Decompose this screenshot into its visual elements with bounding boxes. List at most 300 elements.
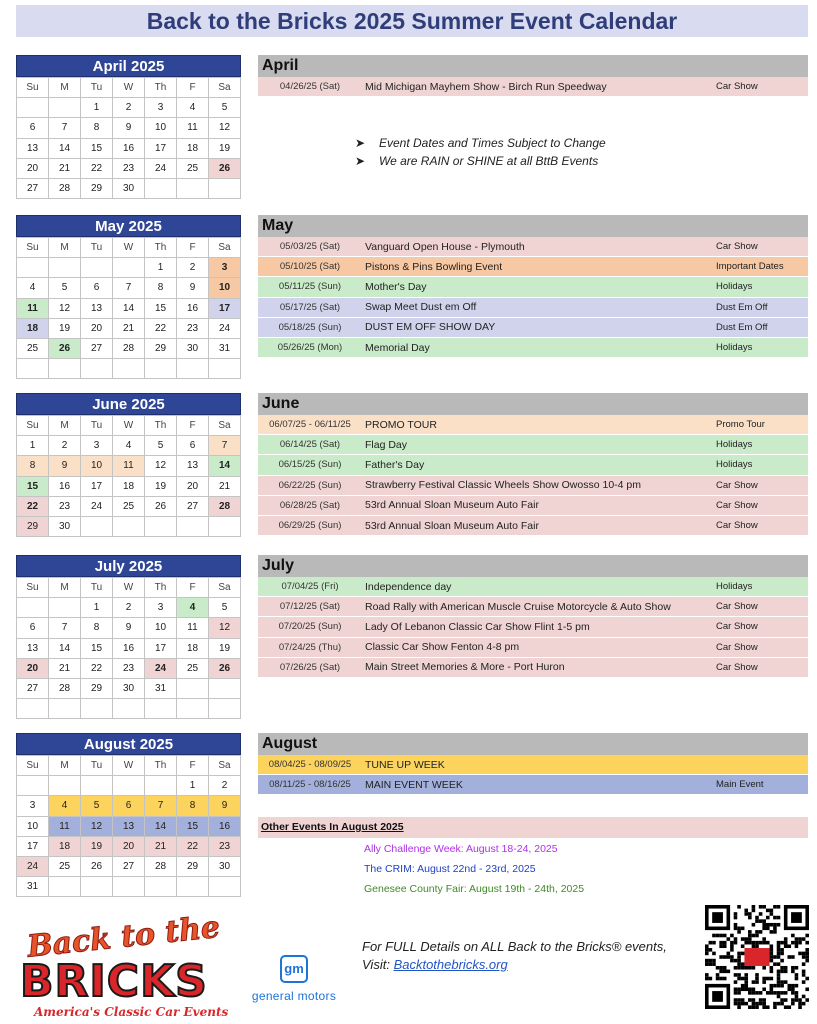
weekday-header: W bbox=[113, 238, 145, 258]
event-category: Car Show bbox=[716, 520, 758, 532]
calendar-day bbox=[81, 359, 113, 379]
calendar-day: 12 bbox=[81, 816, 113, 836]
calendar-day: 19 bbox=[209, 638, 241, 658]
calendar-day: 23 bbox=[113, 658, 145, 678]
event-row bbox=[258, 435, 808, 455]
weekday-header: F bbox=[177, 78, 209, 98]
calendar-day: 2 bbox=[177, 258, 209, 278]
event-category: Car Show bbox=[716, 81, 758, 93]
calendar-week bbox=[17, 658, 241, 678]
calendar-day bbox=[113, 258, 145, 278]
calendar-week bbox=[17, 699, 241, 719]
calendar-day: 8 bbox=[145, 278, 177, 298]
event-date: 06/07/25 - 06/11/25 bbox=[269, 419, 351, 431]
calendar-day bbox=[81, 877, 113, 897]
calendar-grid bbox=[16, 577, 241, 719]
weekday-header: Tu bbox=[81, 78, 113, 98]
calendar-day: 29 bbox=[177, 856, 209, 876]
calendar-day bbox=[145, 776, 177, 796]
calendar-day: 1 bbox=[81, 598, 113, 618]
calendar-day: 8 bbox=[177, 796, 209, 816]
event-category: Car Show bbox=[716, 241, 758, 253]
gm-text: general motors bbox=[251, 989, 337, 1003]
event-name: Classic Car Show Fenton 4-8 pm bbox=[365, 641, 520, 654]
calendar-day: 26 bbox=[81, 856, 113, 876]
event-name: Main Street Memories & More - Port Huron bbox=[365, 661, 565, 674]
calendar-day: 6 bbox=[113, 796, 145, 816]
event-category: Dust Em Off bbox=[716, 301, 768, 313]
weekday-header: Tu bbox=[81, 756, 113, 776]
event-date: 05/11/25 (Sun) bbox=[278, 281, 342, 293]
calendar-day: 30 bbox=[177, 338, 209, 358]
calendar-day: 11 bbox=[177, 118, 209, 138]
events-list bbox=[258, 215, 808, 358]
events-month-header: August bbox=[258, 733, 808, 755]
event-row bbox=[258, 496, 808, 516]
calendar-day: 12 bbox=[49, 298, 81, 318]
calendar-day: 19 bbox=[209, 138, 241, 158]
weekday-header: M bbox=[49, 78, 81, 98]
weekday-header: Sa bbox=[209, 416, 241, 436]
calendar-day: 25 bbox=[113, 496, 145, 516]
weekday-header: Th bbox=[145, 416, 177, 436]
event-category: Car Show bbox=[716, 621, 758, 633]
event-row bbox=[258, 77, 808, 97]
calendar-week bbox=[17, 298, 241, 318]
event-date: 07/12/25 (Sat) bbox=[279, 601, 341, 613]
calendar-week bbox=[17, 456, 241, 476]
calendar-day: 11 bbox=[177, 618, 209, 638]
event-row bbox=[258, 257, 808, 277]
calendar-day: 15 bbox=[145, 298, 177, 318]
event-row bbox=[258, 597, 808, 617]
calendar-day: 25 bbox=[177, 658, 209, 678]
calendar-day: 29 bbox=[81, 678, 113, 698]
event-name: Strawberry Festival Classic Wheels Show Owosso 10-4 pm bbox=[365, 479, 642, 492]
calendar-week bbox=[17, 496, 241, 516]
calendar-day: 24 bbox=[17, 856, 49, 876]
calendar-day: 16 bbox=[113, 138, 145, 158]
event-row bbox=[258, 338, 808, 358]
calendar-week bbox=[17, 816, 241, 836]
calendar-day: 26 bbox=[49, 338, 81, 358]
calendar-week bbox=[17, 776, 241, 796]
calendar-day: 9 bbox=[209, 796, 241, 816]
calendar-day: 23 bbox=[113, 158, 145, 178]
event-name: Flag Day bbox=[365, 438, 408, 451]
calendar-day bbox=[209, 359, 241, 379]
calendar-day bbox=[81, 516, 113, 536]
events-list bbox=[258, 55, 808, 97]
calendar-day: 18 bbox=[49, 836, 81, 856]
calendar-day: 30 bbox=[209, 856, 241, 876]
back-to-the-bricks-logo[interactable] bbox=[12, 908, 232, 1020]
calendar-week bbox=[17, 338, 241, 358]
calendar-day: 20 bbox=[17, 158, 49, 178]
event-name: 53rd Annual Sloan Museum Auto Fair bbox=[365, 499, 539, 512]
calendar-day: 13 bbox=[17, 638, 49, 658]
other-event-crim: The CRIM: August 22nd - 23rd, 2025 bbox=[364, 863, 536, 875]
event-date: 07/26/25 (Sat) bbox=[279, 661, 341, 673]
calendar-day: 29 bbox=[81, 178, 113, 198]
arrow-bullet-icon: ➤ bbox=[355, 154, 366, 168]
weekday-header: Sa bbox=[209, 578, 241, 598]
event-row bbox=[258, 415, 808, 435]
calendar-day: 29 bbox=[17, 516, 49, 536]
calendar-week bbox=[17, 118, 241, 138]
event-category: Car Show bbox=[716, 499, 758, 511]
calendar-day: 6 bbox=[177, 436, 209, 456]
calendar-week bbox=[17, 856, 241, 876]
calendar-grid bbox=[16, 415, 241, 537]
calendar-day bbox=[209, 877, 241, 897]
calendar-day: 23 bbox=[177, 318, 209, 338]
calendar-day bbox=[145, 516, 177, 536]
weekday-header: Su bbox=[17, 756, 49, 776]
other-event-ally: Ally Challenge Week: August 18-24, 2025 bbox=[364, 843, 558, 855]
weekday-header: Su bbox=[17, 578, 49, 598]
calendar-day: 18 bbox=[177, 638, 209, 658]
calendar-day: 14 bbox=[49, 138, 81, 158]
calendar-day: 27 bbox=[17, 678, 49, 698]
calendar-day: 17 bbox=[17, 836, 49, 856]
weekday-header: Th bbox=[145, 578, 177, 598]
calendar-day: 13 bbox=[177, 456, 209, 476]
calendar-day bbox=[17, 98, 49, 118]
event-name: Mother's Day bbox=[365, 280, 427, 293]
logo-script-text: Back to the bbox=[25, 909, 222, 965]
weekday-header: F bbox=[177, 578, 209, 598]
weekday-header: Su bbox=[17, 78, 49, 98]
events-list bbox=[258, 555, 808, 678]
calendar-day: 20 bbox=[17, 658, 49, 678]
calendar-day: 30 bbox=[113, 178, 145, 198]
calendar-day: 1 bbox=[177, 776, 209, 796]
mini-calendar bbox=[16, 215, 241, 379]
event-category: Main Event bbox=[716, 779, 764, 791]
event-date: 05/10/25 (Sat) bbox=[279, 261, 341, 273]
calendar-day: 10 bbox=[17, 816, 49, 836]
calendar-day: 16 bbox=[113, 638, 145, 658]
calendar-day: 2 bbox=[113, 98, 145, 118]
event-row bbox=[258, 318, 808, 338]
calendar-day: 3 bbox=[209, 258, 241, 278]
event-row bbox=[258, 516, 808, 536]
events-list bbox=[258, 733, 808, 795]
calendar-day: 15 bbox=[81, 638, 113, 658]
calendar-day: 7 bbox=[49, 118, 81, 138]
calendar-day: 23 bbox=[49, 496, 81, 516]
calendar-day: 31 bbox=[209, 338, 241, 358]
calendar-day bbox=[17, 359, 49, 379]
calendar-day: 14 bbox=[209, 456, 241, 476]
weekday-header: Tu bbox=[81, 416, 113, 436]
calendar-day: 8 bbox=[81, 618, 113, 638]
event-date: 07/04/25 (Fri) bbox=[281, 581, 339, 593]
event-category: Promo Tour bbox=[716, 419, 765, 431]
calendar-day: 24 bbox=[145, 158, 177, 178]
calendar-day: 14 bbox=[113, 298, 145, 318]
calendar-week bbox=[17, 598, 241, 618]
calendar-day: 19 bbox=[145, 476, 177, 496]
calendar-day: 2 bbox=[113, 598, 145, 618]
event-row bbox=[258, 775, 808, 795]
event-row bbox=[258, 455, 808, 475]
calendar-day: 7 bbox=[49, 618, 81, 638]
event-date: 08/04/25 - 08/09/25 bbox=[268, 759, 352, 771]
calendar-day: 21 bbox=[49, 158, 81, 178]
calendar-week bbox=[17, 476, 241, 496]
mini-calendar bbox=[16, 733, 241, 897]
calendar-day: 21 bbox=[209, 476, 241, 496]
event-row bbox=[258, 298, 808, 318]
calendar-day: 3 bbox=[145, 98, 177, 118]
weekday-header: M bbox=[49, 578, 81, 598]
calendar-day: 17 bbox=[145, 638, 177, 658]
calendar-day: 13 bbox=[113, 816, 145, 836]
weekday-header: Th bbox=[145, 78, 177, 98]
calendar-week bbox=[17, 796, 241, 816]
note-line: ➤ Event Dates and Times Subject to Change bbox=[355, 136, 606, 150]
events-list bbox=[258, 393, 808, 536]
calendar-day: 22 bbox=[17, 496, 49, 516]
arrow-bullet-icon: ➤ bbox=[355, 136, 366, 150]
calendar-week bbox=[17, 278, 241, 298]
calendar-day: 25 bbox=[177, 158, 209, 178]
calendar-day bbox=[177, 359, 209, 379]
calendar-week bbox=[17, 178, 241, 198]
calendar-week bbox=[17, 318, 241, 338]
calendar-day: 19 bbox=[49, 318, 81, 338]
calendar-day bbox=[49, 877, 81, 897]
calendar-week bbox=[17, 638, 241, 658]
calendar-day: 26 bbox=[145, 496, 177, 516]
event-date: 05/17/25 (Sat) bbox=[279, 301, 341, 313]
event-name: Independence day bbox=[365, 580, 452, 593]
calendar-day: 17 bbox=[81, 476, 113, 496]
calendar-day: 20 bbox=[177, 476, 209, 496]
calendar-day: 11 bbox=[49, 816, 81, 836]
event-date: 06/15/25 (Sun) bbox=[278, 459, 342, 471]
weekday-header: M bbox=[49, 238, 81, 258]
event-category: Holidays bbox=[716, 439, 753, 451]
calendar-day: 27 bbox=[81, 338, 113, 358]
calendar-week bbox=[17, 258, 241, 278]
event-name: TUNE UP WEEK bbox=[365, 758, 445, 771]
calendar-day: 3 bbox=[81, 436, 113, 456]
calendar-day: 16 bbox=[177, 298, 209, 318]
calendar-day: 17 bbox=[145, 138, 177, 158]
website-link[interactable]: Backtothebricks.org bbox=[393, 957, 508, 972]
calendar-week bbox=[17, 678, 241, 698]
calendar-day: 30 bbox=[113, 678, 145, 698]
calendar-grid bbox=[16, 77, 241, 199]
event-category: Holidays bbox=[716, 281, 753, 293]
event-category: Holidays bbox=[716, 342, 753, 354]
details-line: For FULL Details on ALL Back to the Bricks® events, bbox=[362, 939, 667, 954]
calendar-day: 6 bbox=[17, 618, 49, 638]
event-name: Vanguard Open House - Plymouth bbox=[365, 240, 525, 253]
event-row bbox=[258, 658, 808, 678]
event-name: DUST EM OFF SHOW DAY bbox=[365, 321, 496, 334]
calendar-grid bbox=[16, 755, 241, 897]
calendar-day: 30 bbox=[49, 516, 81, 536]
weekday-header: F bbox=[177, 238, 209, 258]
calendar-day: 21 bbox=[49, 658, 81, 678]
calendar-day: 27 bbox=[113, 856, 145, 876]
events-month-header: June bbox=[258, 393, 808, 415]
calendar-day bbox=[209, 516, 241, 536]
calendar-day: 28 bbox=[113, 338, 145, 358]
weekday-header: W bbox=[113, 756, 145, 776]
calendar-day: 8 bbox=[81, 118, 113, 138]
event-name: Road Rally with American Muscle Cruise Motorcycle & Auto Show bbox=[365, 600, 671, 613]
calendar-day bbox=[177, 178, 209, 198]
calendar-day: 27 bbox=[17, 178, 49, 198]
event-row bbox=[258, 638, 808, 658]
calendar-day: 12 bbox=[145, 456, 177, 476]
calendar-day: 9 bbox=[49, 456, 81, 476]
details-visit: Visit: Backtothebricks.org bbox=[362, 957, 508, 972]
calendar-day: 20 bbox=[81, 318, 113, 338]
calendar-day: 4 bbox=[177, 598, 209, 618]
calendar-day: 2 bbox=[209, 776, 241, 796]
weekday-header: Tu bbox=[81, 578, 113, 598]
calendar-day: 24 bbox=[81, 496, 113, 516]
event-row bbox=[258, 476, 808, 496]
calendar-day bbox=[209, 699, 241, 719]
calendar-day: 28 bbox=[145, 856, 177, 876]
title-bar bbox=[16, 5, 808, 37]
calendar-day: 10 bbox=[209, 278, 241, 298]
calendar-day: 5 bbox=[81, 796, 113, 816]
calendar-day: 19 bbox=[81, 836, 113, 856]
calendar-day: 9 bbox=[113, 118, 145, 138]
calendar-day: 5 bbox=[145, 436, 177, 456]
calendar-day: 29 bbox=[145, 338, 177, 358]
mini-calendar bbox=[16, 55, 241, 199]
calendar-day: 7 bbox=[145, 796, 177, 816]
calendar-day: 10 bbox=[145, 618, 177, 638]
weekday-header: Sa bbox=[209, 756, 241, 776]
notes bbox=[355, 136, 606, 172]
calendar-day bbox=[177, 699, 209, 719]
other-event-fair: Genesee County Fair: August 19th - 24th, 2025 bbox=[364, 883, 585, 895]
calendar-day bbox=[49, 258, 81, 278]
calendar-month-title: April 2025 bbox=[16, 55, 241, 77]
calendar-day: 16 bbox=[49, 476, 81, 496]
logo-bricks-text: BRICKS bbox=[20, 956, 208, 1007]
calendar-day: 1 bbox=[145, 258, 177, 278]
event-name: 53rd Annual Sloan Museum Auto Fair bbox=[365, 519, 539, 532]
calendar-day bbox=[81, 776, 113, 796]
calendar-day bbox=[177, 516, 209, 536]
gm-icon: gm bbox=[280, 955, 308, 983]
calendar-day: 12 bbox=[209, 118, 241, 138]
event-date: 06/22/25 (Sun) bbox=[278, 479, 342, 491]
calendar-day bbox=[145, 359, 177, 379]
calendar-day: 23 bbox=[209, 836, 241, 856]
calendar-day: 2 bbox=[49, 436, 81, 456]
mini-calendar bbox=[16, 393, 241, 537]
calendar-day: 22 bbox=[81, 158, 113, 178]
calendar-day: 22 bbox=[145, 318, 177, 338]
calendar-grid bbox=[16, 237, 241, 379]
event-category: Car Show bbox=[716, 601, 758, 613]
weekday-header: Su bbox=[17, 238, 49, 258]
calendar-day bbox=[113, 877, 145, 897]
event-date: 06/14/25 (Sat) bbox=[279, 439, 341, 451]
calendar-day: 15 bbox=[17, 476, 49, 496]
calendar-day: 25 bbox=[17, 338, 49, 358]
calendar-day: 20 bbox=[113, 836, 145, 856]
calendar-day: 11 bbox=[113, 456, 145, 476]
calendar-day: 6 bbox=[17, 118, 49, 138]
calendar-day: 25 bbox=[49, 856, 81, 876]
calendar-day bbox=[113, 776, 145, 796]
weekday-header: Tu bbox=[81, 238, 113, 258]
calendar-day: 28 bbox=[49, 178, 81, 198]
event-category: Car Show bbox=[716, 661, 758, 673]
calendar-week bbox=[17, 98, 241, 118]
calendar-day bbox=[113, 359, 145, 379]
event-date: 05/03/25 (Sat) bbox=[279, 241, 341, 253]
calendar-day: 27 bbox=[177, 496, 209, 516]
calendar-day: 5 bbox=[209, 98, 241, 118]
gm-logo[interactable] bbox=[244, 955, 344, 1005]
calendar-day: 18 bbox=[113, 476, 145, 496]
weekday-header: Th bbox=[145, 756, 177, 776]
calendar-day: 7 bbox=[113, 278, 145, 298]
calendar-day: 15 bbox=[177, 816, 209, 836]
event-name: Memorial Day bbox=[365, 341, 430, 354]
event-date: 05/26/25 (Mon) bbox=[277, 342, 343, 354]
calendar-day: 31 bbox=[17, 877, 49, 897]
event-category: Dust Em Off bbox=[716, 321, 768, 333]
event-row bbox=[258, 277, 808, 297]
event-name: MAIN EVENT WEEK bbox=[365, 778, 463, 791]
event-category: Important Dates bbox=[716, 261, 784, 273]
calendar-day bbox=[17, 699, 49, 719]
calendar-day bbox=[81, 258, 113, 278]
calendar-month-title: May 2025 bbox=[16, 215, 241, 237]
event-row bbox=[258, 617, 808, 637]
calendar-day bbox=[209, 178, 241, 198]
calendar-day: 6 bbox=[81, 278, 113, 298]
logo-tagline: America's Classic Car Events bbox=[34, 1005, 229, 1019]
qr-code-icon[interactable] bbox=[705, 905, 809, 1009]
event-date: 06/29/25 (Sun) bbox=[278, 520, 342, 532]
calendar-day: 21 bbox=[145, 836, 177, 856]
calendar-day bbox=[17, 598, 49, 618]
calendar-month-title: June 2025 bbox=[16, 393, 241, 415]
event-name: Lady Of Lebanon Classic Car Show Flint 1-5 pm bbox=[365, 620, 590, 633]
calendar-day: 10 bbox=[81, 456, 113, 476]
event-row bbox=[258, 237, 808, 257]
event-date: 06/28/25 (Sat) bbox=[279, 499, 341, 511]
calendar-week bbox=[17, 158, 241, 178]
event-category: Holidays bbox=[716, 459, 753, 471]
calendar-day: 26 bbox=[209, 658, 241, 678]
calendar-day bbox=[177, 678, 209, 698]
calendar-day: 22 bbox=[81, 658, 113, 678]
calendar-day: 14 bbox=[145, 816, 177, 836]
event-row bbox=[258, 755, 808, 775]
calendar-day bbox=[17, 776, 49, 796]
calendar-week bbox=[17, 359, 241, 379]
event-date: 07/20/25 (Sun) bbox=[278, 621, 342, 633]
calendar-day: 3 bbox=[145, 598, 177, 618]
